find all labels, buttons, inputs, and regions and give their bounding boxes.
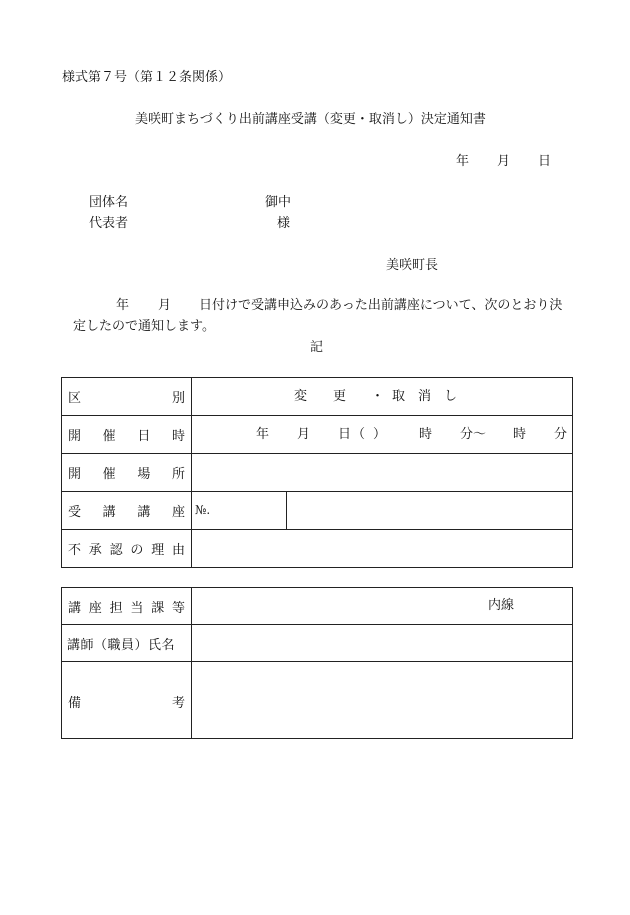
dept-value[interactable] bbox=[192, 588, 573, 625]
issuer: 美咲町長 bbox=[386, 258, 439, 273]
extension-label: 内線 bbox=[488, 598, 515, 613]
opt-cancel-2[interactable]: 消 bbox=[418, 388, 432, 404]
reason-label-char: 理 bbox=[151, 543, 165, 558]
row-instructor bbox=[62, 625, 573, 662]
course-label-char: 講 bbox=[137, 505, 151, 520]
remarks-label bbox=[62, 662, 192, 739]
schedule-weekday-close: ） bbox=[373, 426, 387, 442]
dept-label-char: 担 bbox=[109, 600, 123, 616]
date-year: 年 bbox=[456, 154, 470, 169]
course-label-char: 受 bbox=[68, 505, 82, 520]
schedule-year: 年 bbox=[256, 426, 270, 442]
row-venue bbox=[62, 454, 573, 492]
course-label bbox=[62, 492, 192, 530]
course-number[interactable] bbox=[192, 492, 287, 530]
form-number: 様式第７号（第１２条関係） bbox=[62, 70, 232, 85]
ki-mark: 記 bbox=[310, 340, 324, 355]
course-label-char: 座 bbox=[171, 505, 185, 520]
category-label-right: 別 bbox=[171, 391, 185, 406]
venue-label-char: 開 bbox=[68, 467, 82, 482]
row-dept bbox=[62, 588, 573, 625]
instructor-value[interactable] bbox=[192, 625, 573, 662]
opt-cancel-1[interactable]: 取 bbox=[392, 388, 406, 404]
reason-label-char: 不 bbox=[68, 543, 82, 558]
decision-table bbox=[61, 377, 573, 568]
schedule-day: 日 bbox=[338, 426, 352, 442]
schedule-label bbox=[62, 416, 192, 454]
schedule-value[interactable] bbox=[192, 416, 573, 454]
date-month: 月 bbox=[497, 154, 511, 169]
body-line2: 定したので通知します。 bbox=[73, 319, 215, 334]
row-category bbox=[62, 378, 573, 416]
reason-label-char: 由 bbox=[171, 543, 185, 558]
category-label-left: 区 bbox=[68, 391, 82, 406]
rep-label: 代表者 bbox=[89, 216, 129, 231]
opt-separator: ・ bbox=[371, 388, 385, 404]
row-reason bbox=[62, 530, 573, 568]
document-title: 美咲町まちづくり出前講座受講（変更・取消し）決定通知書 bbox=[135, 112, 486, 127]
venue-label bbox=[62, 454, 192, 492]
reason-label-char: 承 bbox=[88, 543, 102, 558]
date-day: 日 bbox=[538, 154, 552, 169]
dept-label bbox=[62, 588, 192, 625]
schedule-label-char: 開 bbox=[68, 429, 82, 444]
body-line1: 日付けで受講申込みのあった出前講座について、次のとおり決 bbox=[199, 298, 563, 313]
instructor-label-text: 講師（職員）氏名 bbox=[67, 637, 176, 653]
schedule-minute2: 分 bbox=[554, 426, 568, 442]
schedule-label-char: 日 bbox=[137, 429, 151, 444]
category-label bbox=[62, 378, 192, 416]
venue-label-char: 催 bbox=[102, 467, 116, 482]
schedule-hour1: 時 bbox=[419, 426, 433, 442]
reason-label-char: の bbox=[130, 543, 144, 558]
opt-cancel-3[interactable]: し bbox=[444, 388, 458, 404]
remarks-label-left: 備 bbox=[68, 696, 82, 711]
remarks-value[interactable] bbox=[192, 662, 573, 739]
reason-value[interactable] bbox=[192, 530, 573, 568]
schedule-minute1: 分〜 bbox=[460, 426, 487, 442]
row-remarks bbox=[62, 662, 573, 739]
reason-label bbox=[62, 530, 192, 568]
venue-label-char: 場 bbox=[137, 467, 151, 482]
instructor-label bbox=[62, 625, 192, 662]
org-suffix: 御中 bbox=[265, 195, 292, 210]
row-course bbox=[62, 492, 573, 530]
course-number-prefix: №. bbox=[195, 503, 211, 517]
schedule-weekday-open: （ bbox=[352, 426, 366, 442]
dept-label-char: 講 bbox=[68, 600, 82, 616]
schedule-label-char: 催 bbox=[102, 429, 116, 444]
remarks-label-right: 考 bbox=[171, 696, 185, 711]
schedule-hour2: 時 bbox=[513, 426, 527, 442]
dept-label-char: 等 bbox=[171, 600, 185, 616]
dept-label-char: 当 bbox=[130, 600, 144, 616]
schedule-label-char: 時 bbox=[171, 429, 185, 444]
org-label: 団体名 bbox=[89, 195, 129, 210]
rep-suffix: 様 bbox=[277, 216, 291, 231]
venue-value[interactable] bbox=[192, 454, 573, 492]
contact-table bbox=[61, 587, 573, 739]
venue-label-char: 所 bbox=[171, 467, 185, 482]
schedule-month: 月 bbox=[297, 426, 311, 442]
category-value[interactable] bbox=[192, 378, 573, 416]
reason-label-char: 認 bbox=[109, 543, 123, 558]
course-label-char: 講 bbox=[102, 505, 116, 520]
body-month: 月 bbox=[158, 298, 172, 313]
body-year: 年 bbox=[116, 298, 130, 313]
course-name[interactable] bbox=[287, 492, 573, 530]
opt-change-1[interactable]: 変 bbox=[294, 388, 308, 404]
row-schedule bbox=[62, 416, 573, 454]
dept-label-char: 課 bbox=[151, 600, 165, 616]
opt-change-2[interactable]: 更 bbox=[333, 388, 347, 404]
dept-label-char: 座 bbox=[88, 600, 102, 616]
